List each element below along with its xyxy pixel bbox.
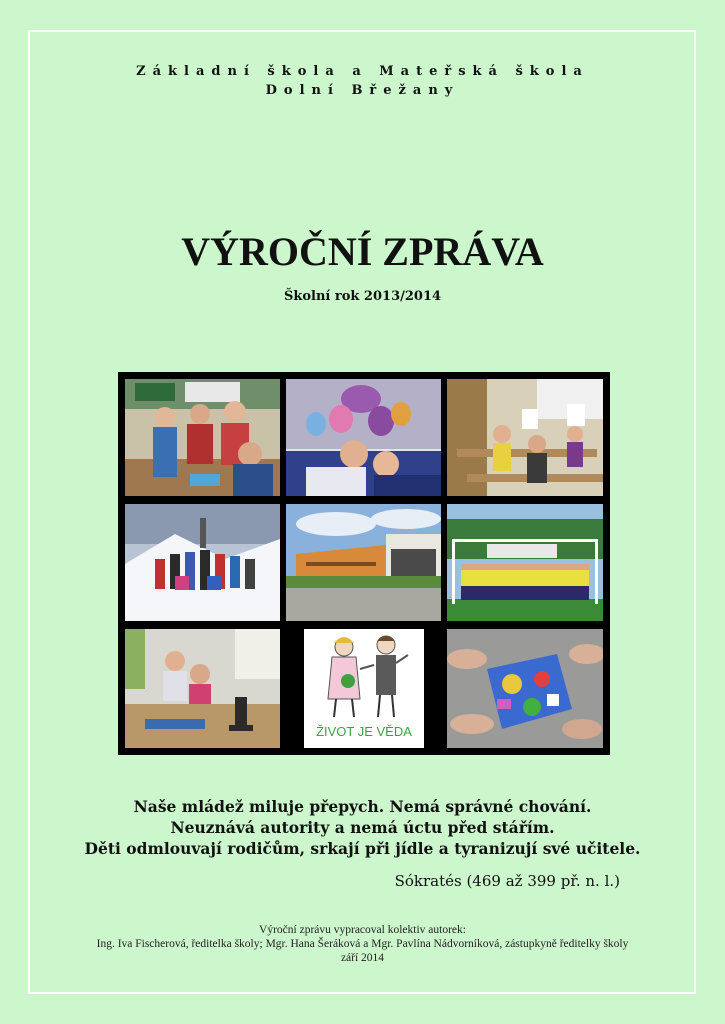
school-name-line1: Základní škola a Mateřská škola (136, 64, 589, 79)
quote-line-3: Děti odmlouvají rodičům, srkají při jídle a tyranizují své učitele. (84, 839, 641, 858)
photo-collage (118, 372, 610, 755)
credits-line-2: Ing. Iva Fischerová, ředitelka školy; Mgr. Hana Šeráková a Mgr. Pavlína Nádvorníková, zástupkyně ředitelky školy (96, 938, 629, 950)
photo-classroom-kids (125, 379, 280, 496)
photo-kids-with-art (286, 379, 441, 496)
school-name-line2: Dolní Břežany (265, 83, 460, 98)
credits-date: září 2014 (340, 952, 385, 964)
quote-author: Sókratés (469 až 399 př. n. l.) (394, 872, 620, 890)
page-title: VÝROČNÍ ZPRÁVA (181, 229, 544, 274)
photo-microscope-lab (125, 629, 280, 748)
photo-classroom-wide (447, 379, 603, 496)
quote-line-2: Neuznává autority a nemá úctu před stářím. (170, 818, 555, 837)
logo-zivot-je-veda (304, 629, 424, 748)
quote-line-1: Naše mládež miluje přepych. Nemá správné chování. (133, 797, 592, 816)
photo-snow-group (125, 504, 280, 621)
logo-text: ŽIVOT JE VĚDA (316, 724, 412, 739)
credits-line-1: Výroční zprávu vypracoval kolektiv autorek: (259, 924, 466, 936)
photo-hands-craft (447, 629, 603, 748)
photo-school-building (286, 504, 441, 621)
photo-football-team (447, 504, 603, 621)
school-year: Školní rok 2013/2014 (283, 289, 442, 304)
